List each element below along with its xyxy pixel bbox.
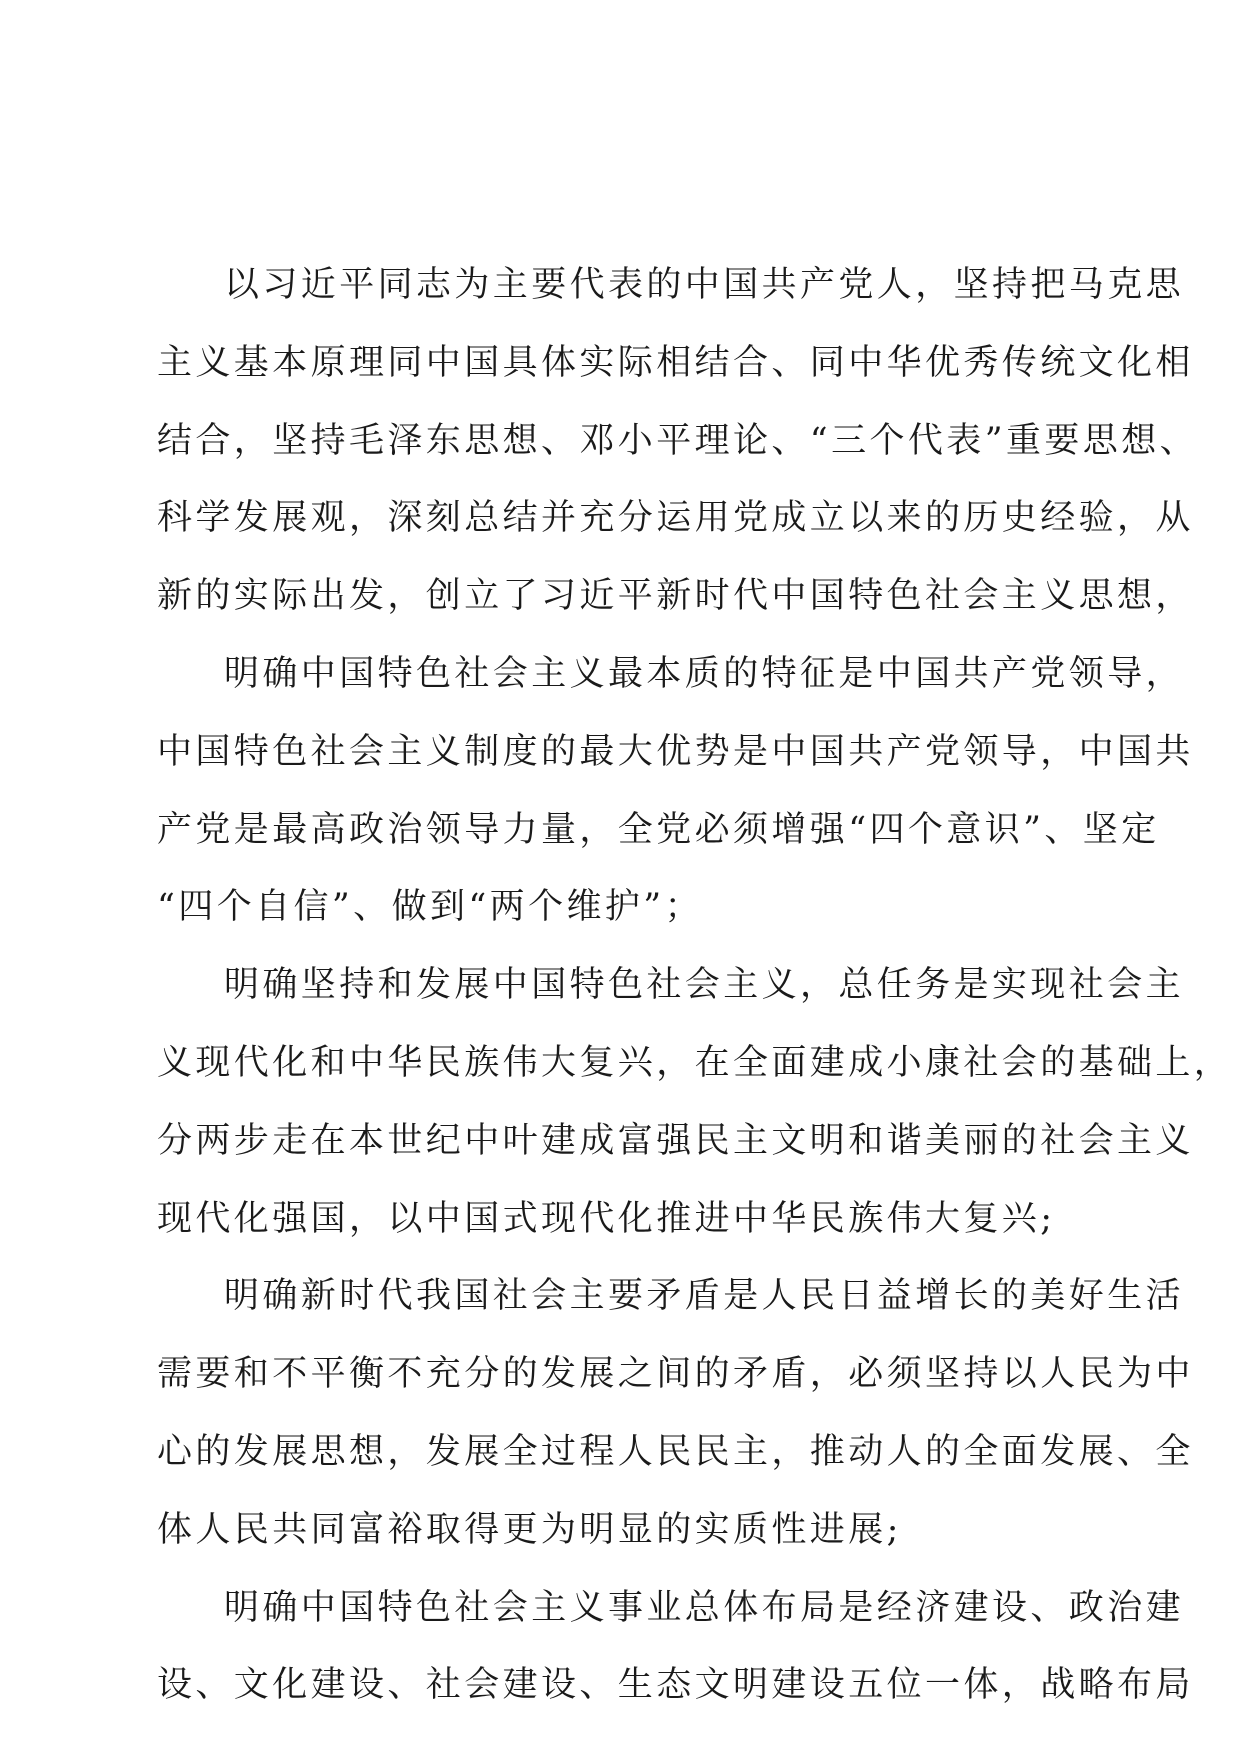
text-line: 明确新时代我国社会主要矛盾是人民日益增长的美好生活 — [224, 1276, 1185, 1317]
text-line: 中国特色社会主义制度的最大优势是中国共产党领导，中国共 — [157, 731, 1194, 772]
text-line: 明确中国特色社会主义事业总体布局是经济建设、政治建 — [224, 1587, 1185, 1628]
text-line: “四个自信”、做到“两个维护”； — [157, 887, 703, 928]
text-line: 结合，坚持毛泽东思想、邓小平理论、“三个代表”重要思想、 — [157, 420, 1198, 461]
text-line: 心的发展思想，发展全过程人民民主，推动人的全面发展、全 — [157, 1431, 1194, 1472]
text-line: 设、文化建设、社会建设、生态文明建设五位一体，战略布局 — [157, 1665, 1194, 1706]
text-line: 科学发展观，深刻总结并充分运用党成立以来的历史经验，从 — [157, 498, 1194, 539]
text-line: 新的实际出发，创立了习近平新时代中国特色社会主义思想， — [157, 576, 1194, 617]
text-line: 需要和不平衡不充分的发展之间的矛盾，必须坚持以人民为中 — [157, 1354, 1194, 1395]
text-line: 产党是最高政治领导力量，全党必须增强“四个意识”、坚定 — [157, 809, 1160, 850]
text-line: 体人民共同富裕取得更为明显的实质性进展; — [157, 1509, 902, 1550]
text-line: 分两步走在本世纪中叶建成富强民主文明和谐美丽的社会主义 — [157, 1120, 1194, 1161]
text-line: 明确中国特色社会主义最本质的特征是中国共产党领导， — [224, 653, 1185, 694]
text-line: 义现代化和中华民族伟大复兴，在全面建成小康社会的基础上， — [157, 1042, 1233, 1083]
body-text — [157, 247, 1233, 1725]
text-line: 明确坚持和发展中国特色社会主义，总任务是实现社会主 — [224, 965, 1185, 1006]
text-line: 主义基本原理同中国具体实际相结合、同中华优秀传统文化相 — [157, 342, 1194, 383]
text-line: 以习近平同志为主要代表的中国共产党人，坚持把马克思 — [224, 265, 1185, 305]
text-line: 现代化强国，以中国式现代化推进中华民族伟大复兴; — [157, 1198, 1056, 1239]
